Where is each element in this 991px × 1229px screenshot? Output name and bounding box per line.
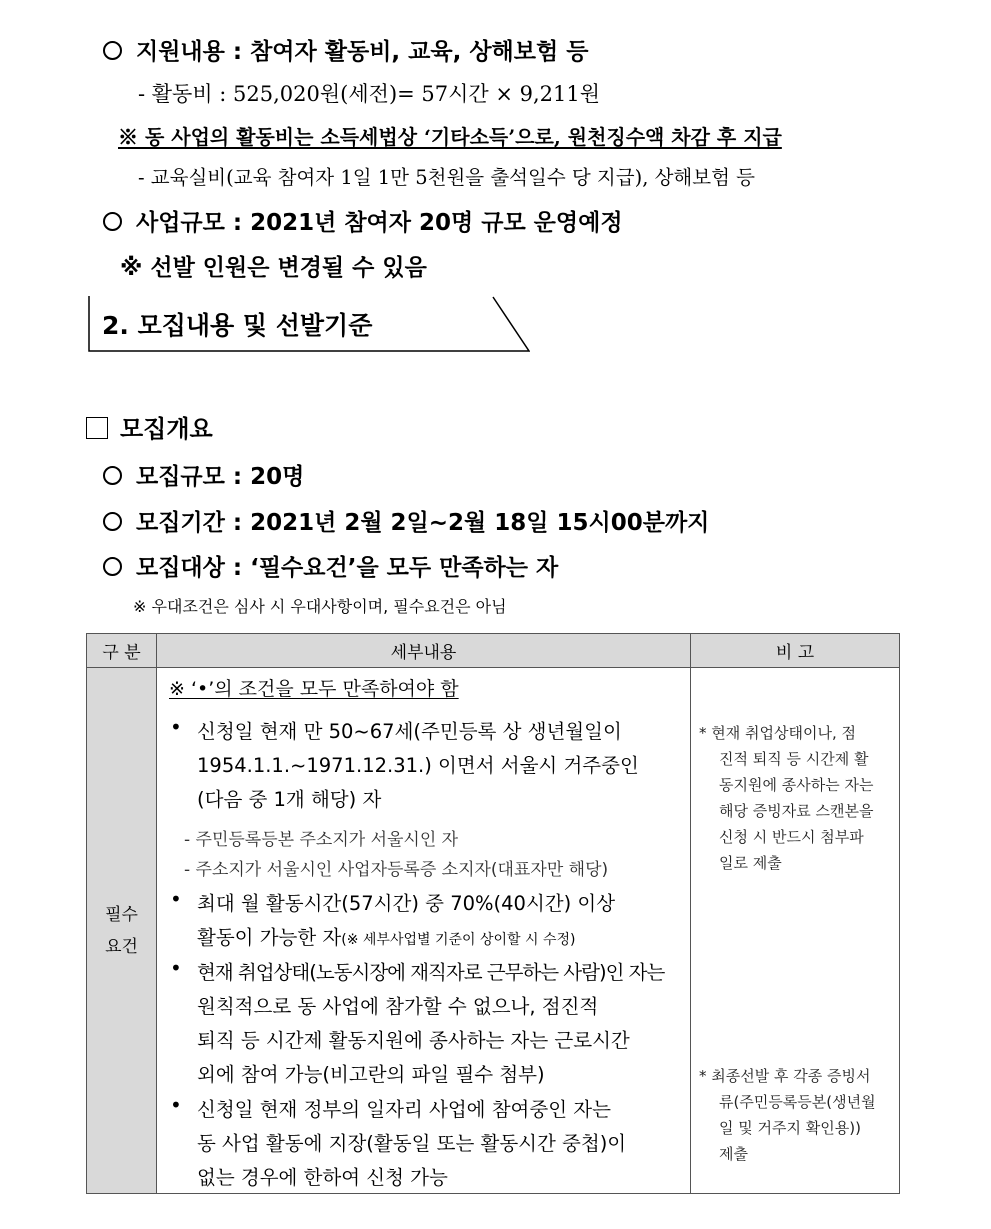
remark-1-line: 신청 시 반드시 첨부파 bbox=[719, 828, 864, 846]
remark-2-line: * 최종선발 후 각종 증빙서 bbox=[699, 1067, 871, 1085]
size-label: 모집규모 bbox=[136, 464, 225, 490]
overview-title: 모집개요 bbox=[120, 415, 213, 443]
remarks-cell bbox=[691, 668, 900, 1194]
period-value: 2021년 2월 2일~2월 18일 15시00분까지 bbox=[250, 510, 710, 536]
remark-2-line: 류(주민등록등본(생년월 bbox=[719, 1093, 876, 1111]
bullet2 bbox=[197, 887, 615, 957]
category-line1: 필수 bbox=[105, 904, 138, 925]
circle-bullet-icon bbox=[103, 557, 122, 576]
bullet1 bbox=[197, 715, 639, 817]
bullet4-line: 신청일 현재 정부의 일자리 사업에 참여중인 자는 bbox=[197, 1098, 611, 1121]
cond-intro-text: ※ ‘•’의 조건을 모두 만족하여야 함 bbox=[169, 678, 459, 700]
square-bullet-icon bbox=[86, 417, 108, 439]
header-category: 구 분 bbox=[87, 634, 157, 668]
header-details: 세부내용 bbox=[157, 634, 691, 668]
bullet2-line: 활동이 가능한 자 bbox=[197, 926, 342, 949]
remark-2-line: 일 및 거주지 확인용)) bbox=[719, 1119, 861, 1137]
size-item: 모집규모 : 20명 bbox=[103, 458, 304, 491]
bullet-dot-icon: • bbox=[170, 887, 182, 911]
remark-1 bbox=[699, 720, 873, 876]
support-label: 지원내용 bbox=[136, 39, 225, 65]
category-cell bbox=[87, 668, 157, 1194]
support-text: 참여자 활동비, 교육, 상해보험 등 bbox=[250, 39, 589, 65]
target-value: ‘필수요건’을 모두 만족하는 자 bbox=[250, 555, 559, 581]
table-row bbox=[87, 668, 900, 1194]
activity-fee: - 활동비 : 525,020원(세전)= 57시간 × 9,211원 bbox=[138, 82, 601, 106]
bullet3-line: 퇴직 등 시간제 활동지원에 종사하는 자는 근로시간 bbox=[197, 1029, 630, 1052]
bullet2-line: 최대 월 활동시간(57시간) 중 70%(40시간) 이상 bbox=[197, 892, 616, 915]
cond-intro bbox=[169, 674, 459, 701]
category-line2: 요건 bbox=[105, 936, 138, 957]
bullet1-sub: - 주민등록등본 주소지가 서울시인 자 bbox=[184, 830, 459, 850]
overview-heading bbox=[86, 409, 213, 444]
bullet4 bbox=[197, 1093, 626, 1195]
bullet2-small: (※ 세부사업별 기준이 상이할 시 수정) bbox=[341, 932, 576, 948]
education-cost: - 교육실비(교육 참여자 1일 1만 5천원을 출석일수 당 지급), 상해보험 등 bbox=[138, 166, 755, 189]
circle-bullet-icon bbox=[103, 212, 122, 231]
scale-note: ※ 선발 인원은 변경될 수 있음 bbox=[120, 255, 427, 281]
remark-1-line: * 현재 취업상태이나, 점 bbox=[699, 724, 856, 742]
bullet1-subs bbox=[184, 825, 608, 885]
period-item: 모집기간 : 2021년 2월 2일~2월 18일 15시00분까지 bbox=[103, 504, 709, 537]
scale-label: 사업규모 bbox=[136, 210, 225, 236]
tax-note: ※ 동 사업의 활동비는 소득세법상 ‘기타소득’으로, 원천징수액 차감 후 지급 bbox=[118, 125, 782, 149]
bullet-dot-icon: • bbox=[170, 715, 182, 739]
target-item: 모집대상 : ‘필수요건’을 모두 만족하는 자 bbox=[103, 549, 558, 582]
target-label: 모집대상 bbox=[136, 555, 225, 581]
section-header bbox=[88, 296, 530, 352]
target-note: ※ 우대조건은 심사 시 우대사항이며, 필수요건은 아님 bbox=[133, 597, 507, 616]
bullet4-line: 동 사업 활동에 지장(활동일 또는 활동시간 중첩)이 bbox=[197, 1132, 627, 1155]
bullet1-line: 신청일 현재 만 50~67세(주민등록 상 생년월일이 bbox=[197, 720, 622, 743]
section-title: 2. 모집내용 및 선발기준 bbox=[102, 311, 373, 340]
table-header-row bbox=[87, 634, 900, 668]
remark-2-line: 제출 bbox=[719, 1145, 748, 1163]
header-remarks: 비 고 bbox=[691, 634, 900, 668]
requirements-table bbox=[86, 633, 900, 1194]
remark-1-line: 진적 퇴직 등 시간제 활 bbox=[719, 750, 869, 768]
bullet3-line: 현재 취업상태(노동시장에 재직자로 근무하는 사람)인 자는 bbox=[197, 961, 665, 984]
remark-1-line: 동지원에 종사하는 자는 bbox=[719, 776, 874, 794]
bullet-dot-icon: • bbox=[170, 956, 182, 980]
bullet-dot-icon: • bbox=[170, 1093, 182, 1117]
bullet4-line: 없는 경우에 한하여 신청 가능 bbox=[197, 1166, 448, 1189]
size-value: 20명 bbox=[250, 464, 305, 490]
circle-bullet-icon bbox=[103, 466, 122, 485]
remark-1-line: 일로 제출 bbox=[719, 854, 782, 872]
period-label: 모집기간 bbox=[136, 510, 225, 536]
bullet1-line: (다음 중 1개 해당) 자 bbox=[197, 788, 382, 811]
circle-bullet-icon bbox=[103, 512, 122, 531]
bullet3 bbox=[197, 956, 664, 1092]
bullet1-sub: - 주소지가 서울시인 사업자등록증 소지자(대표자만 해당) bbox=[184, 860, 609, 880]
circle-bullet-icon bbox=[103, 41, 122, 60]
scale-item: 사업규모 : 2021년 참여자 20명 규모 운영예정 bbox=[103, 204, 623, 237]
support-item: 지원내용 : 참여자 활동비, 교육, 상해보험 등 bbox=[103, 33, 588, 66]
details-cell bbox=[157, 668, 691, 1194]
remark-2 bbox=[699, 1063, 876, 1167]
bullet3-line: 원칙적으로 동 사업에 참가할 수 없으나, 점진적 bbox=[197, 995, 599, 1018]
remark-1-line: 해당 증빙자료 스캔본을 bbox=[719, 802, 874, 820]
scale-text: 2021년 참여자 20명 규모 운영예정 bbox=[250, 210, 623, 236]
bullet3-line: 외에 참여 가능(비고란의 파일 필수 첨부) bbox=[197, 1063, 545, 1086]
bullet1-line: 1954.1.1.~1971.12.31.) 이면서 서울시 거주중인 bbox=[197, 754, 639, 777]
